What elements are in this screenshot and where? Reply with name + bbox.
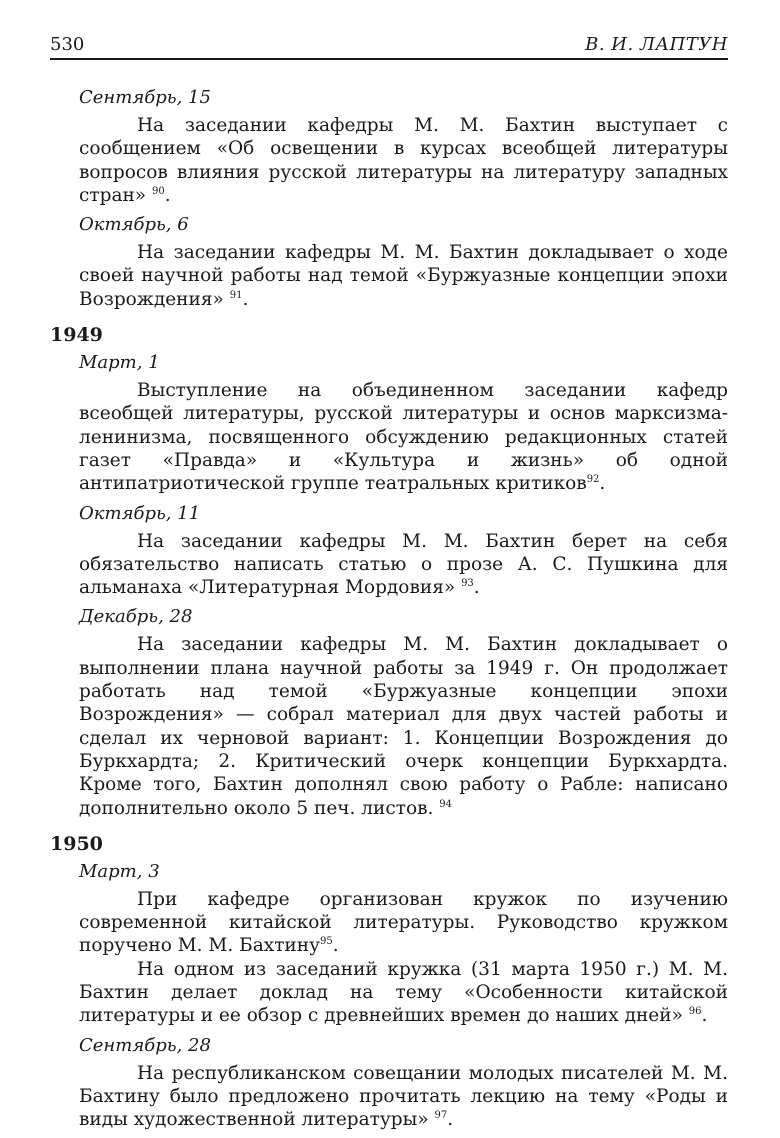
entry-text: На республиканском совещании молодых писателей М. М. Бахтину было предложено прочитать лекцию на тему «Роды и виды художественной литературы» $^{97}$.: [79, 1062, 728, 1131]
year-heading: 1949: [50, 324, 103, 347]
running-author: В. И. ЛАПТУН: [585, 34, 728, 55]
footnote-ref[interactable]: 90: [152, 185, 165, 197]
footnote-ref[interactable]: 97: [434, 1110, 448, 1122]
entry-date: Сентябрь, 28: [79, 1034, 211, 1056]
footnote-ref[interactable]: 94: [439, 798, 453, 810]
entry-text: На заседании кафедры М. М. Бахтин берет на себя обязательство написать статью о прозе А. С. Пушкина для альманаха «Литературная Мордовия» $^{93}$.: [79, 530, 728, 599]
entry-date: Октябрь, 11: [79, 502, 201, 524]
entry-date: Октябрь, 6: [79, 214, 189, 236]
page: [50, 34, 728, 1138]
entry-text: На заседании кафедры М. М. Бахтин выступает с сообщением «Об освещении в курсах всеобщей литературы вопросов влияния русской литературы на литературу западных стран» $^{90}$.: [79, 115, 728, 206]
entry-text: Выступление на объединенном заседании кафедр всеобщей литературы, русской литературы и основ марксизма-ленинизма, посвященного обсуждению редакционных статей газет «Правда» и «Культура и жизнь» об одной антипатриотической группе театральных критиков$^{92}$.: [79, 380, 728, 495]
entry-date: Март, 1: [79, 352, 160, 374]
entry-text: На одном из заседаний кружка (31 марта 1950 г.) М. М. Бахтин делает доклад на тему «Особенности китайской литературы и ее обзор с древнейших времен до наших дней» $^{96}$.: [79, 958, 728, 1027]
year-heading: 1950: [50, 832, 103, 855]
running-header: [50, 34, 728, 60]
entry-date: Март, 3: [79, 860, 160, 882]
entry-date: Декабрь, 28: [79, 606, 193, 628]
footnote-ref[interactable]: 93: [461, 578, 474, 590]
footnote-ref[interactable]: 95: [319, 936, 333, 948]
entry-text: На заседании кафедры М. М. Бахтин докладывает о выполнении плана научной работы за 1949 г. Он продолжает работать над темой «Буржуазные концепции эпохи Возрождения» — собрал материал для двух частей работы и сделал их черновой вариант: 1. Концепции Возрождения до Буркхардта; 2. Критический очерк концепции Буркхардта. Кроме того, Бахтин дополнял свою работу о Рабле: написано дополнительно около 5 печ. листов. $^{94}$: [79, 634, 728, 819]
entry-text: При кафедре организован кружок по изучению современной китайской литературы. Руководство кружком поручено М. М. Бахтину$^{95}$.: [79, 888, 728, 957]
entry-date: Сентябрь, 15: [79, 87, 211, 108]
footnote-ref[interactable]: 92: [586, 474, 600, 486]
footnote-ref[interactable]: 91: [229, 289, 243, 301]
entry-text: На заседании кафедры М. М. Бахтин докладывает о ходе своей научной работы над темой «Буржуазные концепции эпохи Возрождения» $^{91}$.: [79, 242, 728, 310]
page-number: 530: [50, 34, 85, 55]
footnote-ref[interactable]: 96: [688, 1006, 702, 1018]
